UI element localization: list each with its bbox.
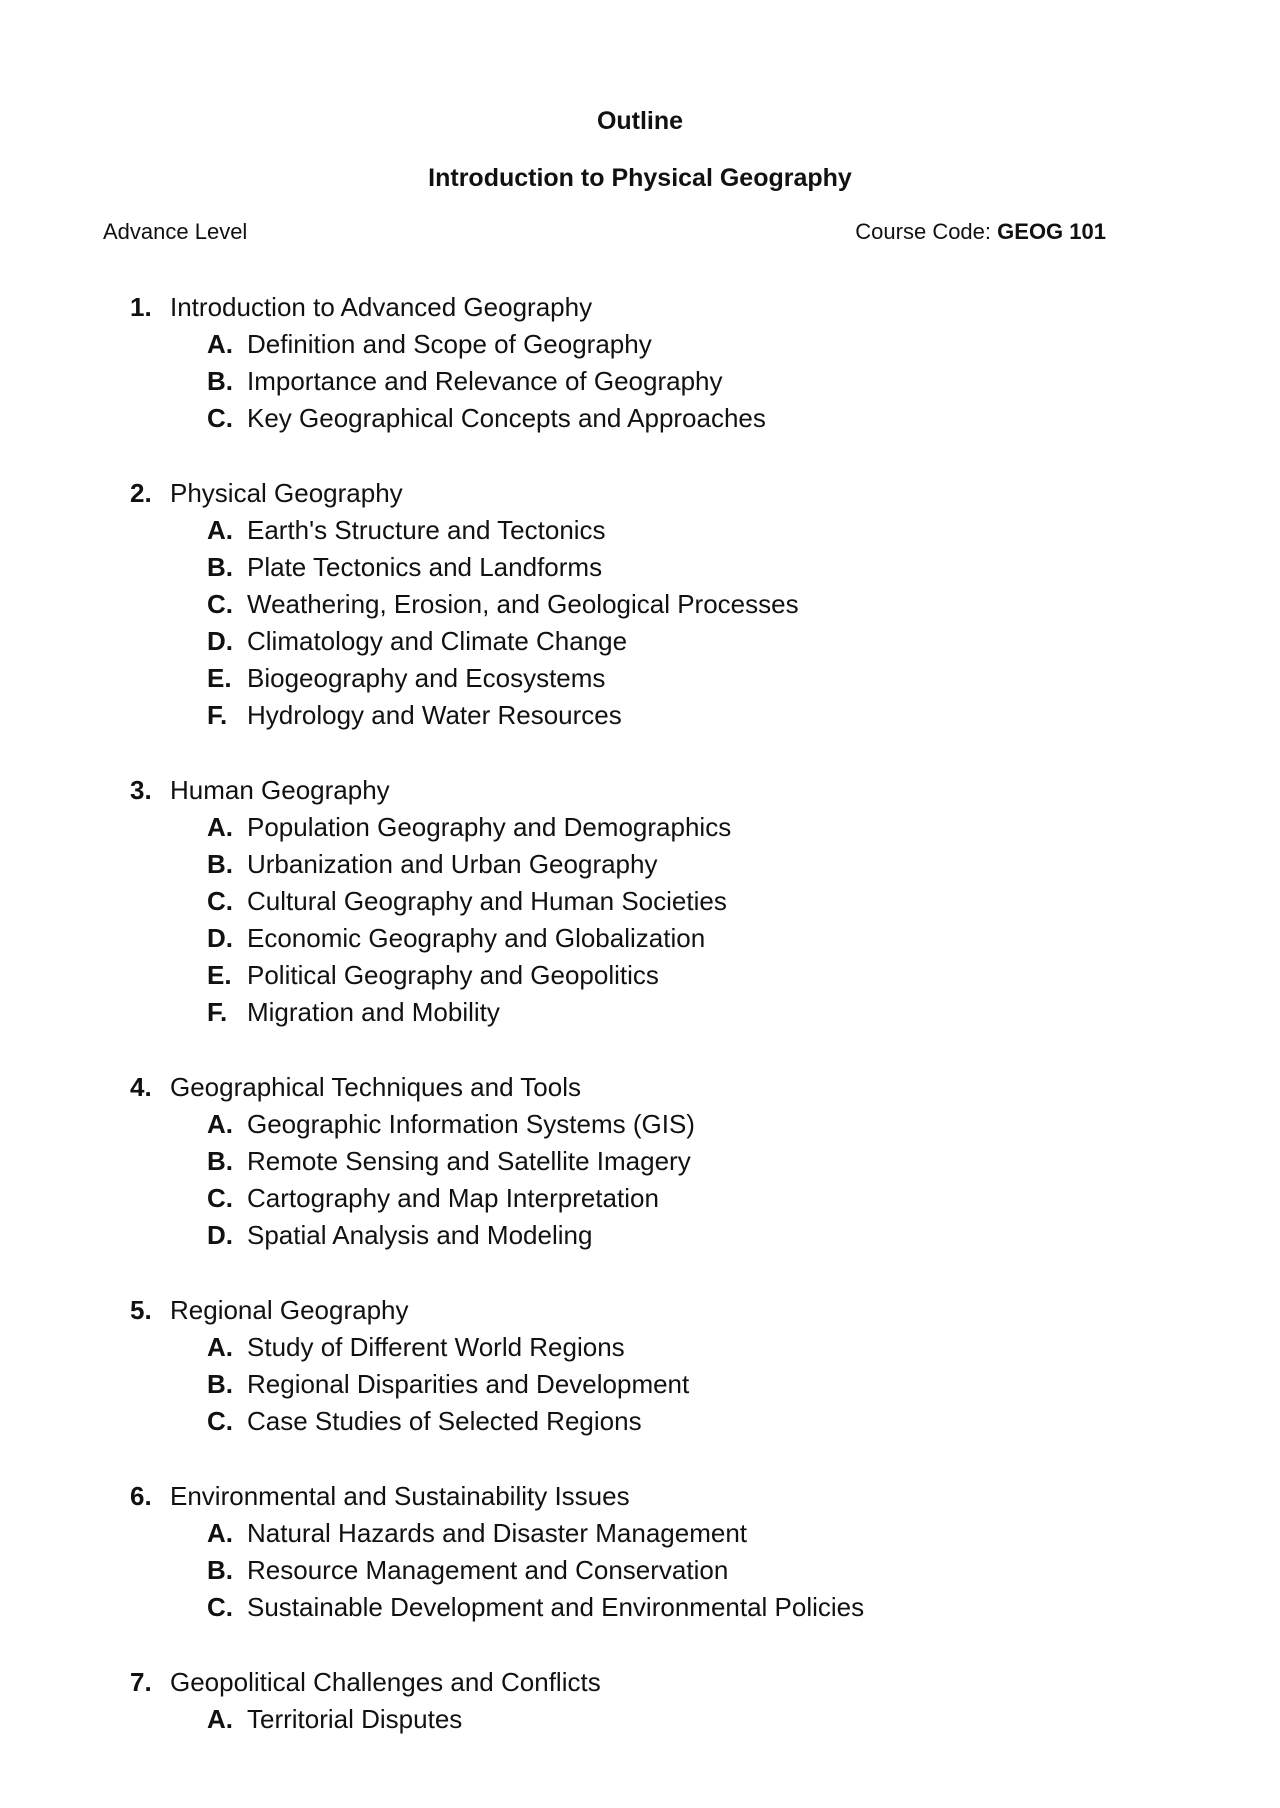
subtopic-item xyxy=(0,1180,1280,1217)
section-title: Introduction to Advanced Geography xyxy=(170,292,593,322)
subtopic-text: Cultural Geography and Human Societies xyxy=(247,886,727,916)
subtopic-letter: B. xyxy=(207,366,233,396)
course-code-value: GEOG 101 xyxy=(997,219,1106,244)
subtopic-text: Political Geography and Geopolitics xyxy=(247,960,659,990)
subtopic-letter: B. xyxy=(207,1146,233,1176)
subtopic-text: Earth's Structure and Tectonics xyxy=(247,515,606,545)
section-title: Environmental and Sustainability Issues xyxy=(170,1481,630,1511)
subtopic-text: Remote Sensing and Satellite Imagery xyxy=(247,1146,691,1176)
subtopic-text: Urbanization and Urban Geography xyxy=(247,849,658,879)
subtopic-item xyxy=(0,1143,1280,1180)
subtopic-item xyxy=(0,623,1280,660)
subtopic-item xyxy=(0,1403,1280,1440)
outline-section xyxy=(0,772,1280,1031)
subtopic-letter: D. xyxy=(207,626,233,656)
subtopic-letter: F. xyxy=(207,997,228,1027)
section-number: 1. xyxy=(130,292,152,322)
subtopic-letter: D. xyxy=(207,923,233,953)
subtopic-item xyxy=(0,660,1280,697)
subtopic-text: Cartography and Map Interpretation xyxy=(247,1183,659,1213)
subtopic-item xyxy=(0,883,1280,920)
outline-section xyxy=(0,475,1280,734)
outline-section xyxy=(0,1664,1280,1738)
section-number: 3. xyxy=(130,775,152,805)
subtopic-letter: A. xyxy=(207,329,233,359)
subtopic-item xyxy=(0,1552,1280,1589)
subtopic-letter: A. xyxy=(207,1704,233,1734)
subtopic-item xyxy=(0,512,1280,549)
section-number: 4. xyxy=(130,1072,152,1102)
subtopic-item xyxy=(0,586,1280,623)
subtopic-item xyxy=(0,1366,1280,1403)
section-heading xyxy=(0,1664,1280,1701)
subtopic-letter: B. xyxy=(207,849,233,879)
document-subtitle: Introduction to Physical Geography xyxy=(428,164,852,192)
outline-section xyxy=(0,1292,1280,1440)
outline-section xyxy=(0,289,1280,437)
section-number: 5. xyxy=(130,1295,152,1325)
subtopic-text: Territorial Disputes xyxy=(247,1704,463,1734)
subtopic-letter: C. xyxy=(207,1592,233,1622)
section-title: Human Geography xyxy=(170,775,390,805)
outline-list xyxy=(0,289,1280,1776)
subtopic-letter: C. xyxy=(207,589,233,619)
subtopic-text: Study of Different World Regions xyxy=(247,1332,625,1362)
subtopic-item xyxy=(0,809,1280,846)
subtopic-item xyxy=(0,1217,1280,1254)
subtopic-text: Population Geography and Demographics xyxy=(247,812,732,842)
subtopic-text: Hydrology and Water Resources xyxy=(247,700,622,730)
subtopic-item xyxy=(0,846,1280,883)
subtopic-item xyxy=(0,1329,1280,1366)
section-heading xyxy=(0,289,1280,326)
subtopic-text: Climatology and Climate Change xyxy=(247,626,628,656)
subtopic-item xyxy=(0,920,1280,957)
section-number: 6. xyxy=(130,1481,152,1511)
subtopic-item xyxy=(0,957,1280,994)
section-heading xyxy=(0,1478,1280,1515)
course-level: Advance Level xyxy=(103,219,248,244)
subtopic-item xyxy=(0,363,1280,400)
subtopic-item xyxy=(0,697,1280,734)
subtopic-letter: C. xyxy=(207,403,233,433)
subtopic-letter: E. xyxy=(207,960,232,990)
subtopic-item xyxy=(0,1589,1280,1626)
section-number: 7. xyxy=(130,1667,152,1697)
subtopic-text: Definition and Scope of Geography xyxy=(247,329,652,359)
subtopic-letter: A. xyxy=(207,1109,233,1139)
section-title: Physical Geography xyxy=(170,478,403,508)
subtopic-letter: B. xyxy=(207,1555,233,1585)
subtopic-text: Key Geographical Concepts and Approaches xyxy=(247,403,766,433)
subtopic-letter: A. xyxy=(207,812,233,842)
subtopic-letter: C. xyxy=(207,1183,233,1213)
subtopic-letter: C. xyxy=(207,886,233,916)
subtopic-text: Case Studies of Selected Regions xyxy=(247,1406,642,1436)
subtopic-letter: E. xyxy=(207,663,232,693)
subtopic-letter: A. xyxy=(207,515,233,545)
section-heading xyxy=(0,1069,1280,1106)
subtopic-item xyxy=(0,326,1280,363)
section-number: 2. xyxy=(130,478,152,508)
section-heading xyxy=(0,1292,1280,1329)
subtopic-item xyxy=(0,400,1280,437)
subtopic-text: Weathering, Erosion, and Geological Processes xyxy=(247,589,799,619)
subtopic-letter: C. xyxy=(207,1406,233,1436)
subtopic-item xyxy=(0,994,1280,1031)
subtopic-text: Importance and Relevance of Geography xyxy=(247,366,723,396)
subtopic-letter: F. xyxy=(207,700,228,730)
subtopic-item xyxy=(0,549,1280,586)
subtopic-text: Plate Tectonics and Landforms xyxy=(247,552,603,582)
section-title: Regional Geography xyxy=(170,1295,409,1325)
subtopic-item xyxy=(0,1701,1280,1738)
subtopic-item xyxy=(0,1515,1280,1552)
outline-section xyxy=(0,1069,1280,1254)
subtopic-letter: D. xyxy=(207,1220,233,1250)
section-heading xyxy=(0,475,1280,512)
section-title: Geopolitical Challenges and Conflicts xyxy=(170,1667,601,1697)
subtopic-item xyxy=(0,1106,1280,1143)
subtopic-text: Natural Hazards and Disaster Management xyxy=(247,1518,748,1548)
subtopic-text: Sustainable Development and Environmental Policies xyxy=(247,1592,865,1622)
outline-section xyxy=(0,1478,1280,1626)
course-code-label: Course Code: xyxy=(855,219,992,244)
subtopic-text: Spatial Analysis and Modeling xyxy=(247,1220,593,1250)
section-heading xyxy=(0,772,1280,809)
subtopic-letter: A. xyxy=(207,1518,233,1548)
document-title: Outline xyxy=(596,107,684,135)
subtopic-text: Regional Disparities and Development xyxy=(247,1369,690,1399)
subtopic-text: Resource Management and Conservation xyxy=(247,1555,729,1585)
subtopic-text: Geographic Information Systems (GIS) xyxy=(247,1109,695,1139)
subtopic-text: Biogeography and Ecosystems xyxy=(247,663,606,693)
subtopic-letter: B. xyxy=(207,552,233,582)
course-code-line xyxy=(855,219,1106,245)
subtopic-letter: A. xyxy=(207,1332,233,1362)
section-title: Geographical Techniques and Tools xyxy=(170,1072,581,1102)
subtopic-text: Migration and Mobility xyxy=(247,997,500,1027)
subtopic-letter: B. xyxy=(207,1369,233,1399)
subtopic-text: Economic Geography and Globalization xyxy=(247,923,706,953)
